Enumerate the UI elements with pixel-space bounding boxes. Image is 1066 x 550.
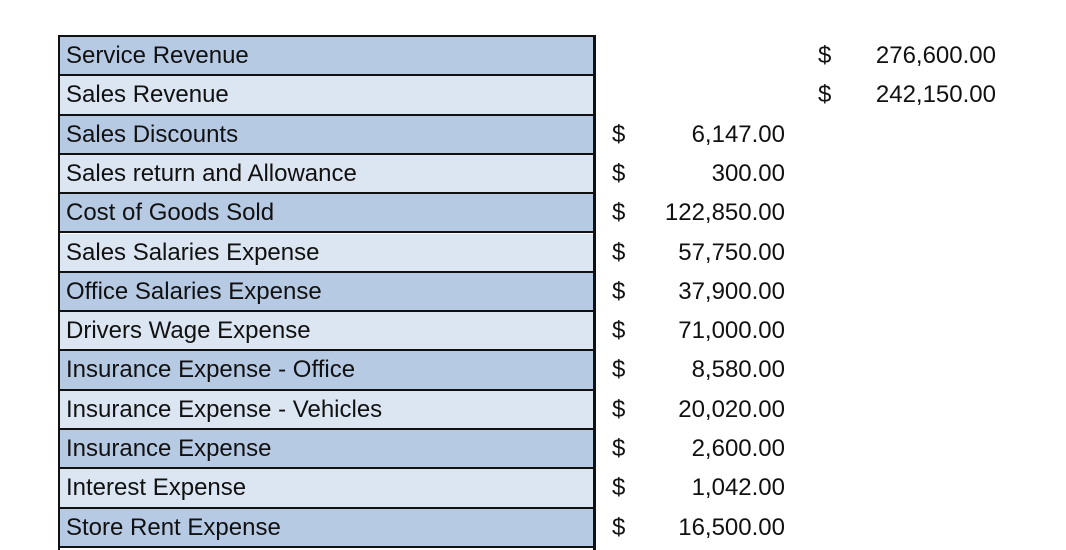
debit-amount-cell[interactable]: 122,850.00 [664,199,785,227]
credit-amount-cell[interactable]: 276,600.00 [875,42,996,69]
table-row [60,430,593,469]
account-label-cell[interactable]: Sales return and Allowance [60,155,593,194]
debit-amount-cell[interactable]: 2,600.00 [691,435,785,462]
table-row [60,76,593,115]
debit-amount-cell[interactable]: 16,500.00 [678,513,785,541]
account-label-column [58,35,596,550]
table-row [60,312,593,351]
credit-amount-cell[interactable]: 242,150.00 [875,81,996,109]
table-row [60,116,593,155]
table-row [60,351,593,390]
account-label-cell[interactable]: Drivers Wage Expense [60,312,593,351]
account-label-cell[interactable]: Sales Discounts [60,116,593,155]
account-label-cell[interactable]: Sales Salaries Expense [60,234,593,273]
table-row [60,37,593,76]
debit-currency-symbol: $ [612,513,626,541]
credit-currency-symbol: $ [818,42,832,69]
table-row [60,155,593,194]
table-row [60,194,593,233]
account-label-cell[interactable]: Store Rent Expense [60,509,593,548]
credit-currency-symbol: $ [818,81,832,109]
debit-currency-symbol: $ [612,317,626,345]
account-label-cell[interactable]: Interest Expense [60,469,593,508]
table-row [60,469,593,508]
account-label-cell[interactable]: Service Revenue [60,37,593,76]
debit-currency-symbol: $ [612,277,626,305]
table-row [60,234,593,273]
account-label-cell[interactable]: Insurance Expense [60,430,593,469]
table-row [60,509,593,548]
account-label-cell[interactable]: Insurance Expense - Office [60,351,593,390]
account-label-cell[interactable]: Sales Revenue [60,76,593,115]
debit-currency-symbol: $ [612,395,626,423]
debit-amount-cell[interactable]: 1,042.00 [691,474,785,502]
table-row [60,273,593,312]
debit-currency-symbol: $ [612,435,626,462]
account-label-cell[interactable]: Office Salaries Expense [60,273,593,312]
debit-currency-symbol: $ [612,199,626,227]
table-row [60,391,593,430]
account-label-cell[interactable]: Insurance Expense - Vehicles [60,391,593,430]
debit-currency-symbol: $ [612,474,626,502]
debit-amount-cell[interactable]: 8,580.00 [691,356,785,384]
debit-amount-cell[interactable]: 300.00 [711,159,785,187]
debit-currency-symbol: $ [612,238,626,266]
debit-amount-cell[interactable]: 6,147.00 [691,120,785,148]
account-label-cell[interactable]: Cost of Goods Sold [60,194,593,233]
debit-amount-cell[interactable]: 20,020.00 [678,395,785,423]
debit-currency-symbol: $ [612,159,626,187]
debit-amount-cell[interactable]: 37,900.00 [678,277,785,305]
debit-amount-cell[interactable]: 57,750.00 [678,238,785,266]
debit-currency-symbol: $ [612,120,626,148]
debit-amount-cell[interactable]: 71,000.00 [678,317,785,345]
debit-currency-symbol: $ [612,356,626,384]
